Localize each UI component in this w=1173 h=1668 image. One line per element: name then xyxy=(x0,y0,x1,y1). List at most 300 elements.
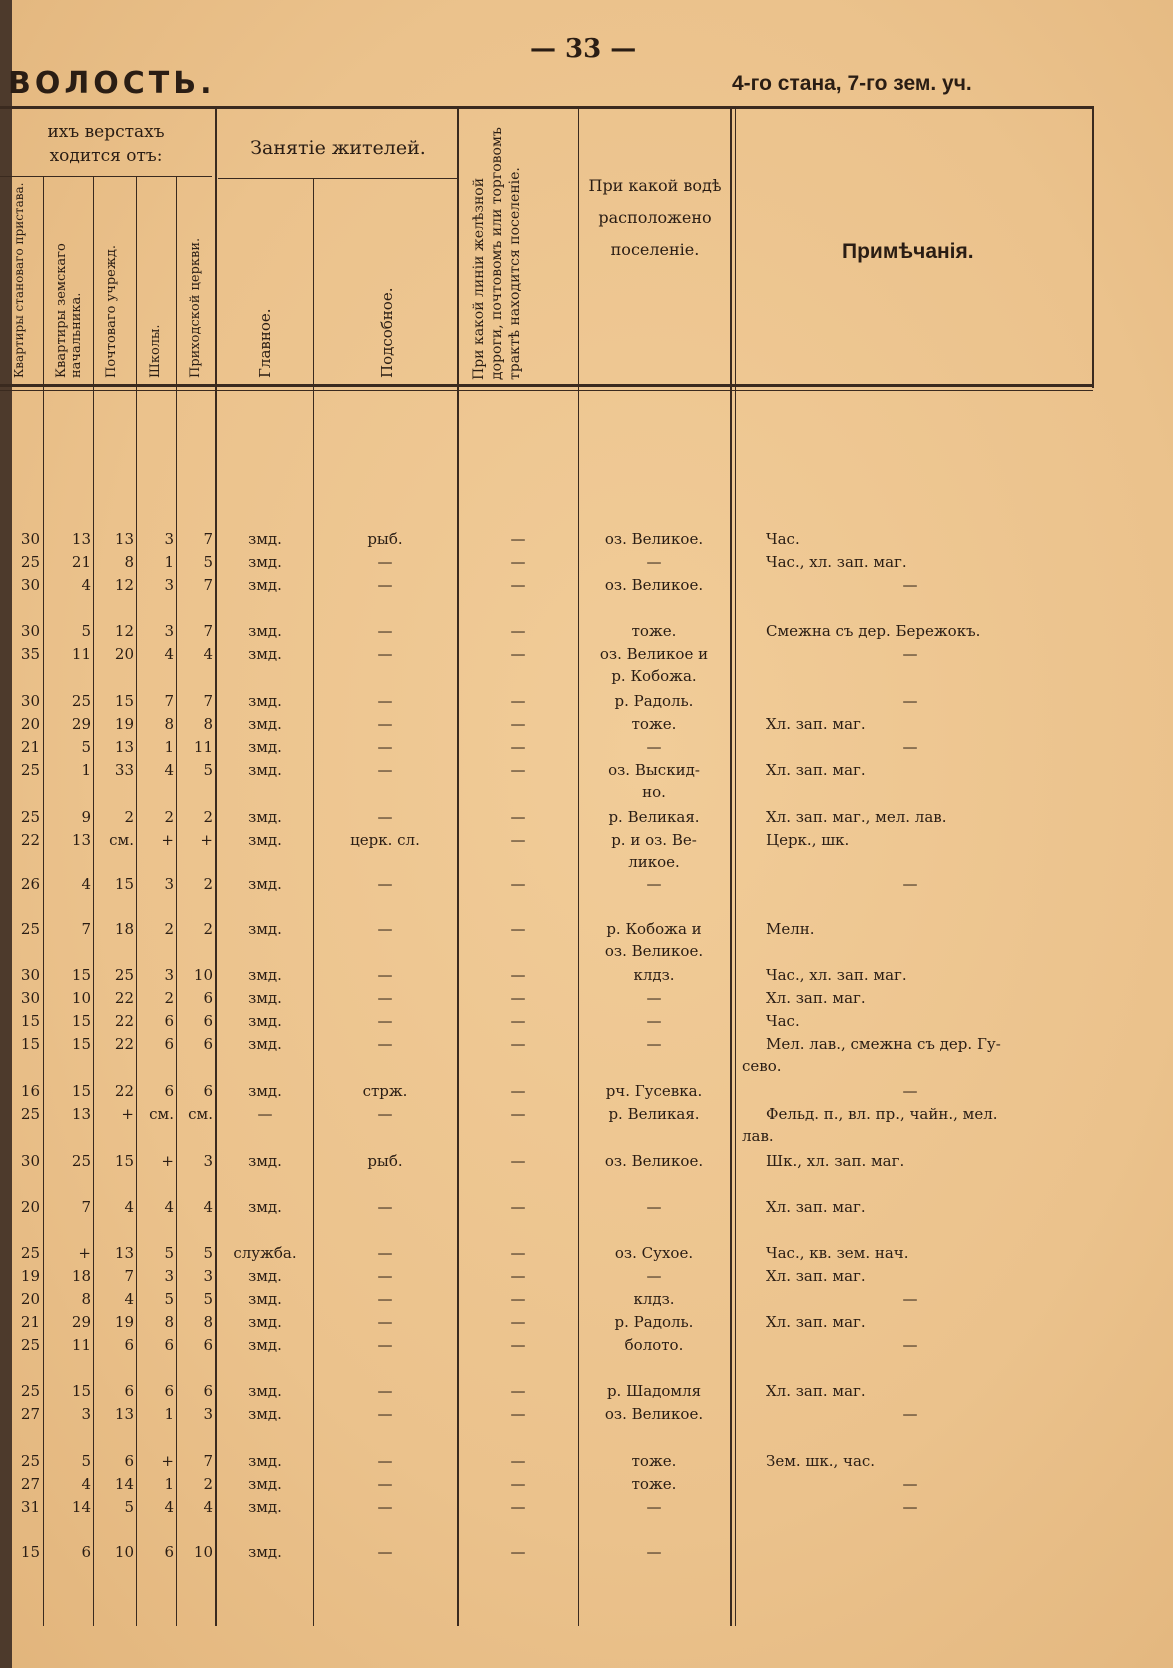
cell-zemsky: 25 xyxy=(71,692,91,710)
cell-note: Церк., шк. xyxy=(766,831,850,849)
cell-church: 6 xyxy=(203,1035,213,1053)
cell-post: 13 xyxy=(114,530,134,548)
cell-main-occupation: змд. xyxy=(248,1382,282,1400)
cell-pristav: 25 xyxy=(20,1336,40,1354)
cell-water: р. Кобожа и xyxy=(606,920,702,938)
cell-church: 2 xyxy=(203,1475,213,1493)
cell-zemsky: 18 xyxy=(71,1267,91,1285)
cell-pristav: 30 xyxy=(20,576,40,594)
header-main-occupation: Главное. xyxy=(256,308,274,378)
cell-pristav: 27 xyxy=(20,1405,40,1423)
cell-road: — xyxy=(510,738,526,756)
cell-church: 6 xyxy=(203,1336,213,1354)
cell-pristav: 20 xyxy=(20,1290,40,1308)
cell-water: оз. Великое и xyxy=(599,645,709,663)
cell-school: 7 xyxy=(164,692,174,710)
cell-pristav: 25 xyxy=(20,1105,40,1123)
header-pristav: Квартиры становаго пристава. xyxy=(12,182,26,378)
cell-aux-occupation: — xyxy=(377,1290,393,1308)
cell-school: 5 xyxy=(164,1290,174,1308)
cell-water: тоже. xyxy=(631,1475,677,1493)
cell-pristav: 31 xyxy=(20,1498,40,1516)
cell-water: — xyxy=(646,989,662,1007)
cell-zemsky: 9 xyxy=(81,808,91,826)
cell-school: 3 xyxy=(164,966,174,984)
cell-zemsky: 7 xyxy=(81,920,91,938)
cell-aux-occupation: — xyxy=(377,645,393,663)
cell-church: 5 xyxy=(203,1244,213,1262)
cell-note: Хл. зап. маг. xyxy=(766,1313,866,1331)
cell-school: 3 xyxy=(164,530,174,548)
cell-note: Хл. зап. маг. xyxy=(766,1198,866,1216)
cell-main-occupation: змд. xyxy=(248,920,282,938)
cell-zemsky: 7 xyxy=(81,1198,91,1216)
cell-school: 2 xyxy=(164,989,174,1007)
cell-main-occupation: служба. xyxy=(233,1244,297,1262)
cell-road: — xyxy=(510,715,526,733)
cell-church: 5 xyxy=(203,1290,213,1308)
cell-zemsky: 29 xyxy=(71,715,91,733)
cell-church: 5 xyxy=(203,761,213,779)
cell-zemsky: 13 xyxy=(71,831,91,849)
cell-pristav: 25 xyxy=(20,808,40,826)
cell-post: 33 xyxy=(114,761,134,779)
cell-school: 5 xyxy=(164,1244,174,1262)
cell-zemsky: 4 xyxy=(81,1475,91,1493)
cell-water: тоже. xyxy=(631,715,677,733)
cell-church: 7 xyxy=(203,622,213,640)
cell-post: 2 xyxy=(124,808,134,826)
cell-pristav: 25 xyxy=(20,761,40,779)
cell-zemsky: 6 xyxy=(81,1543,91,1561)
cell-water: р. Радоль. xyxy=(614,692,694,710)
cell-main-occupation: змд. xyxy=(248,1082,282,1100)
cell-main-occupation: змд. xyxy=(248,1475,282,1493)
cell-zemsky: 11 xyxy=(71,645,91,663)
cell-note: Зем. шк., час. xyxy=(766,1452,876,1470)
cell-zemsky: 15 xyxy=(71,1082,91,1100)
cell-note: Хл. зап. маг. xyxy=(766,1382,866,1400)
cell-post: 22 xyxy=(114,989,134,1007)
cell-post: 15 xyxy=(114,875,134,893)
cell-pristav: 35 xyxy=(20,645,40,663)
cell-school: 6 xyxy=(164,1382,174,1400)
cell-zemsky: 25 xyxy=(71,1152,91,1170)
cell-zemsky: 5 xyxy=(81,622,91,640)
volost-title: ВОЛОСТЬ. xyxy=(8,66,216,101)
cell-road: — xyxy=(510,1105,526,1123)
cell-post: 7 xyxy=(124,1267,134,1285)
cell-aux-occupation: — xyxy=(377,1336,393,1354)
cell-church: 4 xyxy=(203,1498,213,1516)
cell-school: 1 xyxy=(164,1475,174,1493)
cell-post: 13 xyxy=(114,1405,134,1423)
cell-main-occupation: змд. xyxy=(248,576,282,594)
cell-school: 4 xyxy=(164,1498,174,1516)
cell-post: 15 xyxy=(114,692,134,710)
cell-main-occupation: змд. xyxy=(248,875,282,893)
header-aux-occupation: Подсобное. xyxy=(378,287,396,378)
cell-road: — xyxy=(510,1012,526,1030)
cell-note: Хл. зап. маг. xyxy=(766,1267,866,1285)
cell-church: 6 xyxy=(203,1012,213,1030)
cell-church: 6 xyxy=(203,1082,213,1100)
cell-aux-occupation: — xyxy=(377,1382,393,1400)
cell-note: — xyxy=(902,738,918,756)
cell-church: 2 xyxy=(203,875,213,893)
cell-zemsky: + xyxy=(78,1244,91,1262)
cell-water: оз. Великое. xyxy=(604,1405,704,1423)
cell-road: — xyxy=(510,1336,526,1354)
cell-water: оз. Великое. xyxy=(604,1152,704,1170)
cell-water: — xyxy=(646,1198,662,1216)
cell-post: см. xyxy=(109,831,134,849)
cell-church: 2 xyxy=(203,920,213,938)
cell-water: оз. Великое. xyxy=(604,530,704,548)
cell-note: — xyxy=(902,1498,918,1516)
cell-water: — xyxy=(646,1498,662,1516)
cell-pristav: 30 xyxy=(20,622,40,640)
cell-main-occupation: змд. xyxy=(248,1267,282,1285)
cell-post: 19 xyxy=(114,1313,134,1331)
cell-church: 4 xyxy=(203,1198,213,1216)
cell-water: тоже. xyxy=(631,1452,677,1470)
cell-road: — xyxy=(510,692,526,710)
cell-main-occupation: змд. xyxy=(248,1405,282,1423)
cell-post: + xyxy=(121,1105,134,1123)
cell-zemsky: 1 xyxy=(81,761,91,779)
cell-school: + xyxy=(161,1152,174,1170)
cell-school: 6 xyxy=(164,1336,174,1354)
cell-main-occupation: змд. xyxy=(248,622,282,640)
cell-note: Хл. зап. маг. xyxy=(766,761,866,779)
cell-church: 3 xyxy=(203,1405,213,1423)
cell-school: 6 xyxy=(164,1082,174,1100)
cell-main-occupation: змд. xyxy=(248,1290,282,1308)
cell-main-occupation: змд. xyxy=(248,1152,282,1170)
cell-zemsky: 4 xyxy=(81,576,91,594)
cell-road: — xyxy=(510,1313,526,1331)
cell-school: 6 xyxy=(164,1012,174,1030)
cell-school: 8 xyxy=(164,715,174,733)
cell-school: 4 xyxy=(164,645,174,663)
cell-pristav: 25 xyxy=(20,553,40,571)
cell-road: — xyxy=(510,1382,526,1400)
cell-post: 4 xyxy=(124,1198,134,1216)
cell-water: клдз. xyxy=(633,1290,675,1308)
cell-water: — xyxy=(646,1012,662,1030)
cell-aux-occupation: — xyxy=(377,966,393,984)
cell-church: 8 xyxy=(203,715,213,733)
cell-road: — xyxy=(510,622,526,640)
cell-post: 22 xyxy=(114,1082,134,1100)
header-notes: Примѣчанія. xyxy=(842,240,974,263)
cell-zemsky: 15 xyxy=(71,966,91,984)
cell-aux-occupation: — xyxy=(377,1498,393,1516)
cell-main-occupation: змд. xyxy=(248,1543,282,1561)
cell-water: — xyxy=(646,1267,662,1285)
cell-post: 22 xyxy=(114,1012,134,1030)
cell-road: — xyxy=(510,1152,526,1170)
cell-school: 2 xyxy=(164,920,174,938)
cell-aux-occupation: — xyxy=(377,920,393,938)
cell-church: 5 xyxy=(203,553,213,571)
cell-school: + xyxy=(161,1452,174,1470)
cell-water: болото. xyxy=(624,1336,684,1354)
cell-school: 8 xyxy=(164,1313,174,1331)
cell-post: 10 xyxy=(114,1543,134,1561)
cell-post: 14 xyxy=(114,1475,134,1493)
cell-post: 19 xyxy=(114,715,134,733)
cell-church: 7 xyxy=(203,576,213,594)
cell-aux-occupation: — xyxy=(377,692,393,710)
header-road: При какой линіи желѣзной дороги, почтовомъ или торговомъ трактѣ находится поселеніе. xyxy=(471,127,523,380)
cell-water-cont: но. xyxy=(642,783,666,801)
cell-main-occupation: змд. xyxy=(248,692,282,710)
stan-label: 4-го стана, 7-го зем. уч. xyxy=(732,72,972,95)
cell-water: оз. Великое. xyxy=(604,576,704,594)
cell-water: — xyxy=(646,875,662,893)
cell-water: — xyxy=(646,738,662,756)
cell-road: — xyxy=(510,553,526,571)
cell-post: 12 xyxy=(114,576,134,594)
cell-pristav: 15 xyxy=(20,1035,40,1053)
cell-zemsky: 11 xyxy=(71,1336,91,1354)
cell-note: Фельд. п., вл. пр., чайн., мел. xyxy=(766,1105,998,1123)
cell-aux-occupation: церк. сл. xyxy=(350,831,420,849)
cell-school: 3 xyxy=(164,875,174,893)
header-school: Школы. xyxy=(148,324,163,378)
cell-road: — xyxy=(510,645,526,663)
cell-note: Хл. зап. маг. xyxy=(766,715,866,733)
cell-water: оз. Сухое. xyxy=(614,1244,694,1262)
cell-pristav: 25 xyxy=(20,920,40,938)
cell-water: р. Великая. xyxy=(608,1105,700,1123)
cell-road: — xyxy=(510,576,526,594)
cell-road: — xyxy=(510,530,526,548)
cell-aux-occupation: — xyxy=(377,1198,393,1216)
cell-main-occupation: змд. xyxy=(248,1498,282,1516)
cell-pristav: 30 xyxy=(20,966,40,984)
cell-road: — xyxy=(510,989,526,1007)
cell-water: рч. Гусевка. xyxy=(605,1082,703,1100)
cell-post: 6 xyxy=(124,1382,134,1400)
cell-school: 1 xyxy=(164,738,174,756)
cell-church: 7 xyxy=(203,530,213,548)
cell-pristav: 20 xyxy=(20,1198,40,1216)
cell-post: 6 xyxy=(124,1336,134,1354)
header-distance-group: ихъ верстахъ ходится отъ: xyxy=(47,122,165,166)
cell-note: Хл. зап. маг., мел. лав. xyxy=(766,808,947,826)
cell-post: 13 xyxy=(114,738,134,756)
cell-aux-occupation: — xyxy=(377,1452,393,1470)
cell-water: тоже. xyxy=(631,622,677,640)
cell-aux-occupation: — xyxy=(377,1105,393,1123)
cell-note: Мел. лав., смежна съ дер. Гу- xyxy=(766,1035,1001,1053)
cell-zemsky: 21 xyxy=(71,553,91,571)
cell-main-occupation: змд. xyxy=(248,761,282,779)
cell-road: — xyxy=(510,1082,526,1100)
cell-road: — xyxy=(510,1035,526,1053)
cell-note: Час., кв. зем. нач. xyxy=(766,1244,909,1262)
cell-road: — xyxy=(510,1475,526,1493)
cell-pristav: 30 xyxy=(20,989,40,1007)
cell-pristav: 30 xyxy=(20,1152,40,1170)
cell-note: — xyxy=(902,692,918,710)
cell-pristav: 30 xyxy=(20,692,40,710)
cell-road: — xyxy=(510,966,526,984)
cell-note: — xyxy=(902,1290,918,1308)
cell-main-occupation: змд. xyxy=(248,808,282,826)
cell-aux-occupation: — xyxy=(377,622,393,640)
cell-church: 3 xyxy=(203,1267,213,1285)
cell-zemsky: 14 xyxy=(71,1498,91,1516)
cell-school: 1 xyxy=(164,1405,174,1423)
cell-aux-occupation: — xyxy=(377,1313,393,1331)
page-number: — 33 — xyxy=(530,34,637,64)
cell-water: — xyxy=(646,1035,662,1053)
cell-zemsky: 8 xyxy=(81,1290,91,1308)
cell-school: 4 xyxy=(164,761,174,779)
cell-post: 12 xyxy=(114,622,134,640)
cell-main-occupation: змд. xyxy=(248,530,282,548)
cell-post: 8 xyxy=(124,553,134,571)
cell-pristav: 25 xyxy=(20,1244,40,1262)
cell-road: — xyxy=(510,875,526,893)
cell-church: 7 xyxy=(203,1452,213,1470)
cell-aux-occupation: рыб. xyxy=(367,530,403,548)
cell-road: — xyxy=(510,1290,526,1308)
cell-pristav: 19 xyxy=(20,1267,40,1285)
cell-road: — xyxy=(510,920,526,938)
cell-church: 11 xyxy=(193,738,213,756)
cell-post: 18 xyxy=(114,920,134,938)
cell-note: Час. xyxy=(766,1012,800,1030)
cell-water-cont: ликое. xyxy=(628,853,680,871)
cell-zemsky: 15 xyxy=(71,1035,91,1053)
cell-school: 4 xyxy=(164,1198,174,1216)
cell-pristav: 16 xyxy=(20,1082,40,1100)
cell-water: р. и оз. Ве- xyxy=(611,831,697,849)
cell-main-occupation: змд. xyxy=(248,831,282,849)
cell-aux-occupation: — xyxy=(377,1475,393,1493)
cell-pristav: 25 xyxy=(20,1382,40,1400)
cell-zemsky: 10 xyxy=(71,989,91,1007)
cell-main-occupation: — xyxy=(257,1105,273,1123)
cell-note-cont: сево. xyxy=(742,1057,782,1075)
cell-school: 3 xyxy=(164,576,174,594)
header-occupation-group: Занятіе жителей. xyxy=(250,137,426,159)
cell-pristav: 22 xyxy=(20,831,40,849)
cell-church: 2 xyxy=(203,808,213,826)
header-post: Почтоваго учрежд. xyxy=(104,245,119,378)
cell-main-occupation: змд. xyxy=(248,553,282,571)
cell-note: — xyxy=(902,1336,918,1354)
cell-note: Час. xyxy=(766,530,800,548)
cell-water: клдз. xyxy=(633,966,675,984)
cell-church: 8 xyxy=(203,1313,213,1331)
cell-school: 3 xyxy=(164,1267,174,1285)
cell-pristav: 27 xyxy=(20,1475,40,1493)
cell-zemsky: 5 xyxy=(81,1452,91,1470)
cell-post: 20 xyxy=(114,645,134,663)
cell-water-cont: р. Кобожа. xyxy=(611,667,697,685)
cell-school: см. xyxy=(149,1105,174,1123)
cell-road: — xyxy=(510,1267,526,1285)
cell-aux-occupation: рыб. xyxy=(367,1152,403,1170)
cell-main-occupation: змд. xyxy=(248,1313,282,1331)
cell-note: Хл. зап. маг. xyxy=(766,989,866,1007)
cell-post: 15 xyxy=(114,1152,134,1170)
cell-water: р. Радоль. xyxy=(614,1313,694,1331)
cell-main-occupation: змд. xyxy=(248,738,282,756)
cell-main-occupation: змд. xyxy=(248,966,282,984)
cell-zemsky: 13 xyxy=(71,530,91,548)
cell-zemsky: 4 xyxy=(81,875,91,893)
cell-main-occupation: змд. xyxy=(248,1198,282,1216)
cell-note: — xyxy=(902,576,918,594)
cell-school: 1 xyxy=(164,553,174,571)
cell-church: 6 xyxy=(203,989,213,1007)
cell-note: — xyxy=(902,645,918,663)
cell-zemsky: 15 xyxy=(71,1382,91,1400)
cell-aux-occupation: — xyxy=(377,1012,393,1030)
cell-main-occupation: змд. xyxy=(248,1012,282,1030)
cell-note: — xyxy=(902,1475,918,1493)
cell-road: — xyxy=(510,1452,526,1470)
cell-road: — xyxy=(510,1498,526,1516)
cell-zemsky: 3 xyxy=(81,1405,91,1423)
cell-pristav: 21 xyxy=(20,1313,40,1331)
cell-aux-occupation: — xyxy=(377,553,393,571)
cell-post: 5 xyxy=(124,1498,134,1516)
cell-church: см. xyxy=(188,1105,213,1123)
cell-water-cont: оз. Великое. xyxy=(604,942,704,960)
cell-road: — xyxy=(510,761,526,779)
cell-pristav: 25 xyxy=(20,1452,40,1470)
cell-aux-occupation: — xyxy=(377,808,393,826)
cell-note: — xyxy=(902,1082,918,1100)
cell-water: — xyxy=(646,553,662,571)
cell-note: — xyxy=(902,875,918,893)
cell-pristav: 15 xyxy=(20,1543,40,1561)
cell-pristav: 26 xyxy=(20,875,40,893)
cell-main-occupation: змд. xyxy=(248,989,282,1007)
cell-main-occupation: змд. xyxy=(248,1452,282,1470)
cell-aux-occupation: — xyxy=(377,1244,393,1262)
cell-road: — xyxy=(510,1198,526,1216)
cell-aux-occupation: — xyxy=(377,1035,393,1053)
cell-water: р. Шадомля xyxy=(606,1382,702,1400)
cell-post: 4 xyxy=(124,1290,134,1308)
cell-note: Шк., хл. зап. маг. xyxy=(766,1152,905,1170)
cell-church: 4 xyxy=(203,645,213,663)
cell-school: + xyxy=(161,831,174,849)
cell-aux-occupation: — xyxy=(377,875,393,893)
cell-post: 22 xyxy=(114,1035,134,1053)
cell-pristav: 30 xyxy=(20,530,40,548)
cell-note: — xyxy=(902,1405,918,1423)
header-church: Приходской церкви. xyxy=(188,237,203,378)
cell-zemsky: 5 xyxy=(81,738,91,756)
cell-note: Мелн. xyxy=(766,920,815,938)
cell-post: 6 xyxy=(124,1452,134,1470)
cell-pristav: 20 xyxy=(20,715,40,733)
cell-zemsky: 29 xyxy=(71,1313,91,1331)
cell-road: — xyxy=(510,1405,526,1423)
header-water: При какой водѣ расположено поселеніе. xyxy=(588,176,722,259)
cell-church: 6 xyxy=(203,1382,213,1400)
